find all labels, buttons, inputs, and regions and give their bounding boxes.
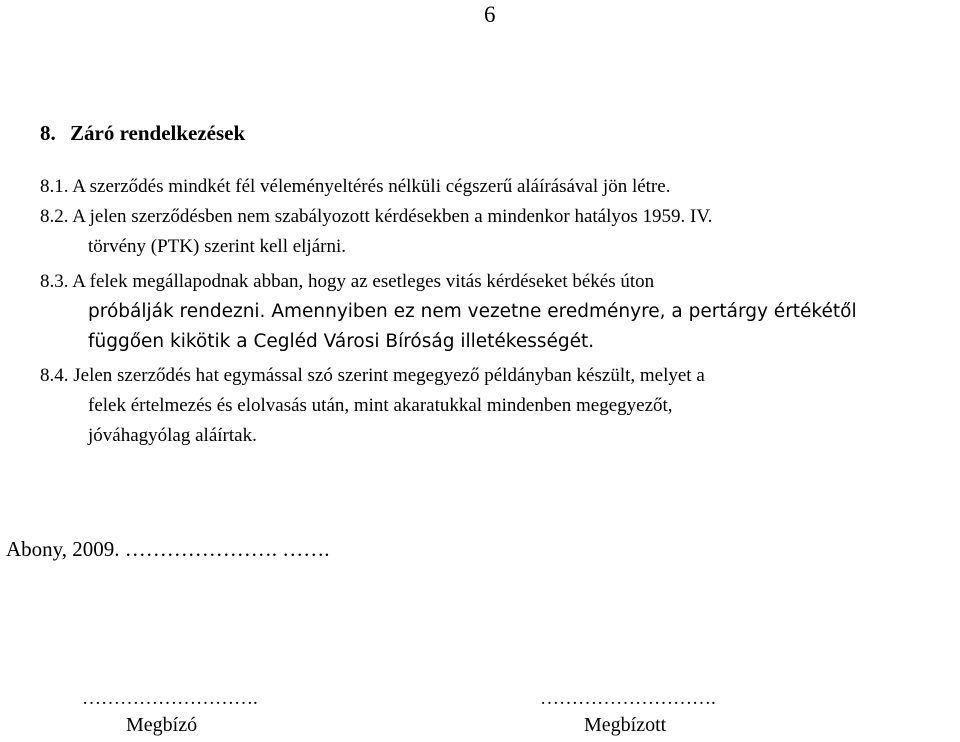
clause-line-7: 8.4. Jelen szerződés hat egymással szó szerint megegyező példányban készült, melyet a	[40, 365, 705, 386]
page-number: 6	[484, 2, 496, 27]
clause-line-2: 8.2. A jelen szerződésben nem szabályozott kérdésekben a mindenkor hatályos 1959. IV.	[40, 206, 713, 227]
section-heading	[40, 121, 245, 146]
section-title: Záró rendelkezések	[70, 121, 246, 145]
clause-line-1: 8.1. A szerződés mindkét fél véleményeltérés nélküli cégszerű aláírásával jön létre.	[40, 176, 671, 197]
section-number: 8.	[40, 121, 56, 145]
clause-line-4: 8.3. A felek megállapodnak abban, hogy az esetleges vitás kérdéseket békés úton	[40, 271, 655, 292]
right-signature-label: Megbízott	[584, 714, 667, 736]
clause-line-6: függően kikötik a Cegléd Városi Bíróság illetékességét.	[88, 331, 595, 352]
clause-line-8: felek értelmezés és elolvasás után, mint akaratukkal mindenben megegyezőt,	[88, 395, 673, 416]
left-signature-label: Megbízó	[126, 714, 198, 736]
clause-line-9: jóváhagyólag aláírtak.	[88, 425, 257, 446]
right-signature-line: ……………………….	[540, 688, 716, 709]
left-signature-line: ……………………….	[82, 688, 258, 709]
clause-line-5: próbálják rendezni. Amennyiben ez nem vezetne eredményre, a pertárgy értékétől	[88, 301, 857, 322]
place-date-line: Abony, 2009. …………………. …….	[6, 537, 330, 561]
clause-line-3: törvény (PTK) szerint kell eljárni.	[88, 236, 347, 257]
